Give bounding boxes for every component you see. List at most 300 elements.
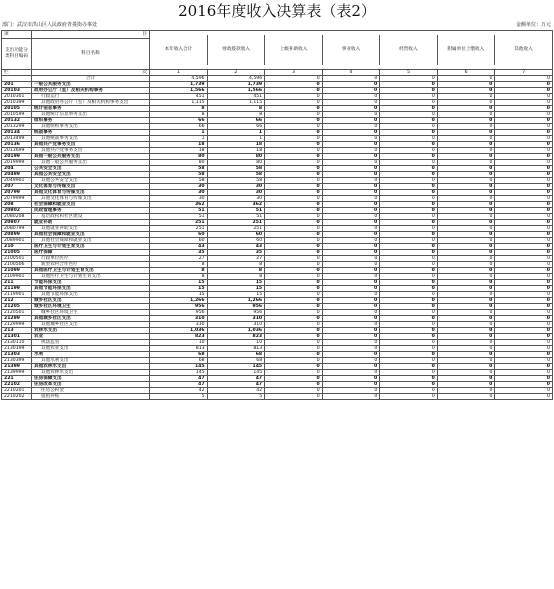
row-value-col-7: 0 bbox=[495, 280, 553, 286]
row-value-col-3: 0 bbox=[265, 304, 323, 310]
header-idx-3: 3 bbox=[265, 70, 323, 76]
row-value-col-3: 0 bbox=[265, 388, 323, 394]
header-code-col: 支出功能分类科目编码 bbox=[2, 39, 32, 70]
row-value-col-2: 251 bbox=[207, 226, 265, 232]
row-value-col-3: 0 bbox=[265, 382, 323, 388]
row-value-col-6: 0 bbox=[437, 172, 495, 178]
row-name: 农林水支出 bbox=[32, 328, 150, 334]
row-code: 2120501 bbox=[2, 310, 32, 316]
row-code: 21299 bbox=[2, 316, 32, 322]
header-name-col: 科目名称 bbox=[32, 39, 150, 70]
row-value-col-7: 0 bbox=[495, 118, 553, 124]
row-code: 213 bbox=[2, 328, 32, 334]
row-value-col-2: 68 bbox=[207, 352, 265, 358]
row-value-col-2: 823 bbox=[207, 334, 265, 340]
row-value-col-1: 30 bbox=[150, 184, 208, 190]
row-value-col-6: 0 bbox=[437, 106, 495, 112]
row-value-col-4: 0 bbox=[322, 136, 380, 142]
row-value-col-5: 0 bbox=[380, 298, 438, 304]
row-value-col-5: 0 bbox=[380, 328, 438, 334]
row-value-col-1: 8 bbox=[150, 268, 208, 274]
row-name: 其他农林水支出 bbox=[32, 370, 150, 376]
row-value-col-6: 0 bbox=[437, 250, 495, 256]
row-value-col-6: 0 bbox=[437, 304, 495, 310]
row-value-col-3: 0 bbox=[265, 214, 323, 220]
row-value-col-1: 60 bbox=[150, 238, 208, 244]
row-value-col-2: 145 bbox=[207, 364, 265, 370]
row-value-col-3: 0 bbox=[265, 202, 323, 208]
row-value-col-6: 0 bbox=[437, 310, 495, 316]
row-name: 其他统战事务支出 bbox=[32, 136, 150, 142]
row-value-col-6: 0 bbox=[437, 226, 495, 232]
row-value-col-6: 0 bbox=[437, 112, 495, 118]
row-value-col-7: 0 bbox=[495, 202, 553, 208]
row-code: 21199 bbox=[2, 286, 32, 292]
row-value-col-6: 0 bbox=[437, 178, 495, 184]
row-value-col-6: 0 bbox=[437, 292, 495, 298]
row-code: 2010301 bbox=[2, 94, 32, 100]
row-value-col-2: 68 bbox=[207, 358, 265, 364]
row-value-col-6: 0 bbox=[437, 346, 495, 352]
row-value-col-1: 1 bbox=[150, 136, 208, 142]
row-value-col-3: 0 bbox=[265, 238, 323, 244]
row-value-col-7: 0 bbox=[495, 358, 553, 364]
row-value-col-2: 310 bbox=[207, 322, 265, 328]
row-value-col-5: 0 bbox=[380, 148, 438, 154]
row-value-col-5: 0 bbox=[380, 382, 438, 388]
row-value-col-1: 1 bbox=[150, 130, 208, 136]
row-value-col-6: 0 bbox=[437, 94, 495, 100]
row-value-col-6: 0 bbox=[437, 256, 495, 262]
amount-unit-label: 金额单位：万元 bbox=[515, 22, 551, 28]
row-code: 20499 bbox=[2, 172, 32, 178]
row-value-col-5: 0 bbox=[380, 370, 438, 376]
row-value-col-2: 15 bbox=[207, 292, 265, 298]
row-code: 20802 bbox=[2, 208, 32, 214]
row-value-col-5: 0 bbox=[380, 394, 438, 400]
row-value-col-1: 58 bbox=[150, 172, 208, 178]
row-value-col-3: 0 bbox=[265, 172, 323, 178]
header-col-7: 其他收入 bbox=[495, 35, 552, 65]
header-idx-5: 5 bbox=[380, 70, 438, 76]
row-value-col-7: 0 bbox=[495, 142, 553, 148]
row-value-col-7: 0 bbox=[495, 190, 553, 196]
row-value-col-7: 0 bbox=[495, 370, 553, 376]
row-value-col-7: 0 bbox=[495, 136, 553, 142]
row-value-col-1: 51 bbox=[150, 214, 208, 220]
row-value-col-5: 0 bbox=[380, 166, 438, 172]
row-value-col-4: 0 bbox=[322, 166, 380, 172]
row-value-col-3: 0 bbox=[265, 184, 323, 190]
row-value-col-3: 0 bbox=[265, 364, 323, 370]
row-value-col-5: 0 bbox=[380, 262, 438, 268]
department-label: 部门：武汉市洪山区人民政府青菱街办事处 bbox=[2, 22, 98, 28]
row-value-col-1: 4,596 bbox=[150, 76, 208, 82]
row-name: 其他共产党事务支出 bbox=[32, 142, 150, 148]
row-value-col-5: 0 bbox=[380, 250, 438, 256]
row-value-col-7: 0 bbox=[495, 322, 553, 328]
row-value-col-7: 0 bbox=[495, 214, 553, 220]
row-value-col-4: 0 bbox=[322, 340, 380, 346]
row-value-col-1: 1,036 bbox=[150, 328, 208, 334]
row-name: 提租补贴 bbox=[32, 394, 150, 400]
row-value-col-2: 15 bbox=[207, 280, 265, 286]
row-value-col-4: 0 bbox=[322, 334, 380, 340]
row-name: 医疗保障 bbox=[32, 250, 150, 256]
row-value-col-2: 956 bbox=[207, 304, 265, 310]
row-value-col-7: 0 bbox=[495, 154, 553, 160]
row-value-col-3: 0 bbox=[265, 244, 323, 250]
row-name: 城乡社区环境卫生 bbox=[32, 310, 150, 316]
row-code: 2130399 bbox=[2, 358, 32, 364]
row-value-col-4: 0 bbox=[322, 328, 380, 334]
row-value-col-5: 0 bbox=[380, 346, 438, 352]
row-name: 其他政府办公厅（室）及相关机构事务支出 bbox=[32, 100, 150, 106]
row-value-col-4: 0 bbox=[322, 130, 380, 136]
row-value-col-6: 0 bbox=[437, 160, 495, 166]
table-row bbox=[2, 394, 553, 400]
row-code: 207 bbox=[2, 184, 32, 190]
row-value-col-7: 0 bbox=[495, 166, 553, 172]
row-value-col-4: 0 bbox=[322, 304, 380, 310]
row-value-col-1: 18 bbox=[150, 148, 208, 154]
row-name: 其他一般公共服务支出 bbox=[32, 154, 150, 160]
row-name: 其他城乡社区支出 bbox=[32, 316, 150, 322]
row-code: 2019999 bbox=[2, 160, 32, 166]
row-value-col-1: 251 bbox=[150, 220, 208, 226]
row-value-col-4: 0 bbox=[322, 232, 380, 238]
row-code: 2100501 bbox=[2, 256, 32, 262]
row-value-col-3: 0 bbox=[265, 178, 323, 184]
row-value-col-6: 0 bbox=[437, 376, 495, 382]
row-value-col-4: 0 bbox=[322, 262, 380, 268]
row-name: 其他医疗卫生与计划生育支出 bbox=[32, 268, 150, 274]
row-value-col-4: 0 bbox=[322, 274, 380, 280]
row-value-col-4: 0 bbox=[322, 352, 380, 358]
row-value-col-7: 0 bbox=[495, 382, 553, 388]
row-value-col-4: 0 bbox=[322, 196, 380, 202]
row-value-col-5: 0 bbox=[380, 358, 438, 364]
row-value-col-5: 0 bbox=[380, 334, 438, 340]
row-value-col-1: 956 bbox=[150, 304, 208, 310]
row-value-col-4: 0 bbox=[322, 358, 380, 364]
row-value-col-2: 15 bbox=[207, 286, 265, 292]
row-value-col-7: 0 bbox=[495, 124, 553, 130]
row-value-col-3: 0 bbox=[265, 88, 323, 94]
row-value-col-6: 0 bbox=[437, 352, 495, 358]
row-value-col-3: 0 bbox=[265, 298, 323, 304]
row-code: 21303 bbox=[2, 352, 32, 358]
row-value-col-3: 0 bbox=[265, 130, 323, 136]
row-value-col-7: 0 bbox=[495, 376, 553, 382]
row-name: 一般公共服务支出 bbox=[32, 82, 150, 88]
row-value-col-2: 1 bbox=[207, 130, 265, 136]
row-name: 其他节能环保支出 bbox=[32, 286, 150, 292]
row-value-col-1: 42 bbox=[150, 388, 208, 394]
row-value-col-4: 0 bbox=[322, 292, 380, 298]
row-value-col-7: 0 bbox=[495, 388, 553, 394]
row-value-col-1: 66 bbox=[150, 118, 208, 124]
row-value-col-6: 0 bbox=[437, 322, 495, 328]
row-value-col-3: 0 bbox=[265, 394, 323, 400]
row-name: 节能环保支出 bbox=[32, 280, 150, 286]
row-value-col-2: 1 bbox=[207, 136, 265, 142]
row-value-col-7: 0 bbox=[495, 88, 553, 94]
row-value-col-2: 35 bbox=[207, 250, 265, 256]
row-value-col-5: 0 bbox=[380, 130, 438, 136]
row-value-col-4: 0 bbox=[322, 394, 380, 400]
row-code: 2013499 bbox=[2, 136, 32, 142]
row-value-col-6: 0 bbox=[437, 286, 495, 292]
row-value-col-3: 0 bbox=[265, 196, 323, 202]
table-header bbox=[2, 31, 553, 76]
row-value-col-4: 0 bbox=[322, 298, 380, 304]
row-value-col-4: 0 bbox=[322, 118, 380, 124]
row-value-col-2: 362 bbox=[207, 202, 265, 208]
row-name: 文化体育与传媒支出 bbox=[32, 184, 150, 190]
row-code: 20136 bbox=[2, 142, 32, 148]
row-value-col-5: 0 bbox=[380, 88, 438, 94]
header-idx-1: 1 bbox=[150, 70, 208, 76]
row-value-col-2: 47 bbox=[207, 382, 265, 388]
row-value-col-6: 0 bbox=[437, 328, 495, 334]
header-proj: 项 bbox=[2, 31, 32, 39]
row-value-col-1: 8 bbox=[150, 106, 208, 112]
row-value-col-2: 8 bbox=[207, 106, 265, 112]
row-value-col-5: 0 bbox=[380, 94, 438, 100]
row-value-col-4: 0 bbox=[322, 268, 380, 274]
row-name: 合计 bbox=[32, 76, 150, 82]
row-value-col-4: 0 bbox=[322, 364, 380, 370]
row-value-col-6: 0 bbox=[437, 394, 495, 400]
row-value-col-1: 43 bbox=[150, 244, 208, 250]
row-value-col-4: 0 bbox=[322, 94, 380, 100]
row-name: 其他文化体育与传媒支出 bbox=[32, 196, 150, 202]
row-value-col-3: 0 bbox=[265, 106, 323, 112]
row-value-col-4: 0 bbox=[322, 208, 380, 214]
row-value-col-2: 8 bbox=[207, 274, 265, 280]
row-value-col-2: 8 bbox=[207, 262, 265, 268]
row-value-col-6: 0 bbox=[437, 196, 495, 202]
row-value-col-5: 0 bbox=[380, 364, 438, 370]
row-name: 医疗卫生与计划生育支出 bbox=[32, 244, 150, 250]
row-value-col-5: 0 bbox=[380, 202, 438, 208]
row-value-col-7: 0 bbox=[495, 346, 553, 352]
row-value-col-2: 60 bbox=[207, 238, 265, 244]
row-name: 其他节能环保支出 bbox=[32, 292, 150, 298]
row-value-col-1: 1,739 bbox=[150, 82, 208, 88]
row-value-col-4: 0 bbox=[322, 148, 380, 154]
row-value-col-2: 8 bbox=[207, 268, 265, 274]
row-value-col-6: 0 bbox=[437, 274, 495, 280]
row-name: 其他社会保障和就业支出 bbox=[32, 232, 150, 238]
row-name: 其他文化体育与传媒支出 bbox=[32, 190, 150, 196]
row-value-col-4: 0 bbox=[322, 316, 380, 322]
row-value-col-1: 68 bbox=[150, 358, 208, 364]
row-value-col-1: 18 bbox=[150, 142, 208, 148]
row-value-col-3: 0 bbox=[265, 124, 323, 130]
row-value-col-3: 0 bbox=[265, 76, 323, 82]
row-value-col-1: 145 bbox=[150, 364, 208, 370]
row-code: 2010399 bbox=[2, 100, 32, 106]
row-value-col-5: 0 bbox=[380, 244, 438, 250]
row-value-col-1: 80 bbox=[150, 154, 208, 160]
row-value-col-6: 0 bbox=[437, 244, 495, 250]
row-value-col-5: 0 bbox=[380, 376, 438, 382]
row-name: 其他水利支出 bbox=[32, 358, 150, 364]
row-value-col-3: 0 bbox=[265, 352, 323, 358]
row-value-col-1: 145 bbox=[150, 370, 208, 376]
row-code: 21301 bbox=[2, 334, 32, 340]
row-value-col-5: 0 bbox=[380, 274, 438, 280]
row-value-col-7: 0 bbox=[495, 334, 553, 340]
row-value-col-5: 0 bbox=[380, 184, 438, 190]
row-value-col-1: 27 bbox=[150, 256, 208, 262]
row-value-col-3: 0 bbox=[265, 118, 323, 124]
row-value-col-3: 0 bbox=[265, 136, 323, 142]
row-value-col-5: 0 bbox=[380, 112, 438, 118]
row-code: 208 bbox=[2, 202, 32, 208]
row-value-col-3: 0 bbox=[265, 262, 323, 268]
row-value-col-2: 310 bbox=[207, 316, 265, 322]
row-value-col-3: 0 bbox=[265, 166, 323, 172]
row-value-col-2: 80 bbox=[207, 154, 265, 160]
row-code: 21205 bbox=[2, 304, 32, 310]
row-value-col-5: 0 bbox=[380, 178, 438, 184]
row-name: 其他农业支出 bbox=[32, 346, 150, 352]
row-value-col-3: 0 bbox=[265, 334, 323, 340]
row-value-col-6: 0 bbox=[437, 220, 495, 226]
row-value-col-6: 0 bbox=[437, 334, 495, 340]
row-name: 民政管理事务 bbox=[32, 208, 150, 214]
row-name: 农业 bbox=[32, 334, 150, 340]
row-value-col-1: 15 bbox=[150, 286, 208, 292]
row-value-col-6: 0 bbox=[437, 238, 495, 244]
row-value-col-3: 0 bbox=[265, 280, 323, 286]
page-title: 2016年度收入决算表（表2） bbox=[178, 2, 376, 20]
row-value-col-4: 0 bbox=[322, 172, 380, 178]
header-mu: 目 bbox=[32, 31, 150, 39]
row-value-col-1: 362 bbox=[150, 202, 208, 208]
row-value-col-6: 0 bbox=[437, 262, 495, 268]
row-value-col-3: 0 bbox=[265, 328, 323, 334]
row-value-col-1: 1,115 bbox=[150, 100, 208, 106]
row-value-col-3: 0 bbox=[265, 256, 323, 262]
header-col-2: 财政拨款收入 bbox=[207, 35, 264, 65]
row-value-col-7: 0 bbox=[495, 304, 553, 310]
header-col-6: 附属单位上缴收入 bbox=[437, 35, 494, 65]
row-value-col-6: 0 bbox=[437, 208, 495, 214]
row-value-col-5: 0 bbox=[380, 310, 438, 316]
row-value-col-2: 18 bbox=[207, 142, 265, 148]
row-value-col-3: 0 bbox=[265, 82, 323, 88]
row-value-col-2: 5 bbox=[207, 394, 265, 400]
row-code: 20105 bbox=[2, 106, 32, 112]
row-value-col-4: 0 bbox=[322, 310, 380, 316]
row-value-col-6: 0 bbox=[437, 88, 495, 94]
row-value-col-7: 0 bbox=[495, 232, 553, 238]
row-value-col-5: 0 bbox=[380, 172, 438, 178]
row-value-col-5: 0 bbox=[380, 154, 438, 160]
row-value-col-3: 0 bbox=[265, 190, 323, 196]
row-value-col-2: 43 bbox=[207, 244, 265, 250]
row-name: 统计信息事务 bbox=[32, 106, 150, 112]
row-value-col-3: 0 bbox=[265, 358, 323, 364]
header-idx-2: 2 bbox=[207, 70, 265, 76]
row-value-col-7: 0 bbox=[495, 364, 553, 370]
row-value-col-4: 0 bbox=[322, 238, 380, 244]
row-code: 22102 bbox=[2, 382, 32, 388]
row-value-col-1: 1,566 bbox=[150, 88, 208, 94]
row-name: 公共安全支出 bbox=[32, 166, 150, 172]
row-value-col-5: 0 bbox=[380, 238, 438, 244]
row-value-col-6: 0 bbox=[437, 316, 495, 322]
row-code: 20134 bbox=[2, 130, 32, 136]
row-value-col-6: 0 bbox=[437, 280, 495, 286]
row-value-col-3: 0 bbox=[265, 154, 323, 160]
row-value-col-1: 51 bbox=[150, 208, 208, 214]
row-value-col-2: 30 bbox=[207, 196, 265, 202]
row-value-col-1: 8 bbox=[150, 112, 208, 118]
row-name: 水利 bbox=[32, 352, 150, 358]
row-value-col-7: 0 bbox=[495, 286, 553, 292]
row-value-col-4: 0 bbox=[322, 76, 380, 82]
row-value-col-2: 30 bbox=[207, 184, 265, 190]
row-code: 2100506 bbox=[2, 262, 32, 268]
row-value-col-5: 0 bbox=[380, 196, 438, 202]
row-value-col-7: 0 bbox=[495, 292, 553, 298]
row-value-col-6: 0 bbox=[437, 268, 495, 274]
row-value-col-4: 0 bbox=[322, 244, 380, 250]
row-value-col-5: 0 bbox=[380, 268, 438, 274]
row-value-col-3: 0 bbox=[265, 148, 323, 154]
row-value-col-5: 0 bbox=[380, 280, 438, 286]
row-value-col-4: 0 bbox=[322, 214, 380, 220]
row-value-col-3: 0 bbox=[265, 376, 323, 382]
row-value-col-7: 0 bbox=[495, 196, 553, 202]
row-code: 201 bbox=[2, 82, 32, 88]
row-value-col-2: 58 bbox=[207, 172, 265, 178]
row-value-col-3: 0 bbox=[265, 220, 323, 226]
row-value-col-7: 0 bbox=[495, 160, 553, 166]
row-value-col-6: 0 bbox=[437, 118, 495, 124]
row-value-col-3: 0 bbox=[265, 226, 323, 232]
header-col-4: 事业收入 bbox=[322, 35, 379, 65]
row-value-col-2: 66 bbox=[207, 124, 265, 130]
header-col-3: 上级补助收入 bbox=[265, 35, 322, 65]
row-value-col-5: 0 bbox=[380, 232, 438, 238]
row-value-col-1: 58 bbox=[150, 166, 208, 172]
row-value-col-2: 18 bbox=[207, 148, 265, 154]
row-value-col-2: 27 bbox=[207, 256, 265, 262]
row-value-col-2: 10 bbox=[207, 340, 265, 346]
row-value-col-4: 0 bbox=[322, 82, 380, 88]
row-value-col-6: 0 bbox=[437, 388, 495, 394]
row-value-col-6: 0 bbox=[437, 166, 495, 172]
row-value-col-2: 251 bbox=[207, 220, 265, 226]
row-name: 住房保障支出 bbox=[32, 376, 150, 382]
row-code: 2013699 bbox=[2, 148, 32, 154]
row-code: 20899 bbox=[2, 232, 32, 238]
row-value-col-2: 60 bbox=[207, 232, 265, 238]
row-value-col-7: 0 bbox=[495, 256, 553, 262]
row-value-col-6: 0 bbox=[437, 82, 495, 88]
row-value-col-3: 0 bbox=[265, 94, 323, 100]
row-value-col-1: 60 bbox=[150, 232, 208, 238]
row-value-col-5: 0 bbox=[380, 226, 438, 232]
row-value-col-7: 0 bbox=[495, 94, 553, 100]
row-name: 其他就业补助支出 bbox=[32, 226, 150, 232]
